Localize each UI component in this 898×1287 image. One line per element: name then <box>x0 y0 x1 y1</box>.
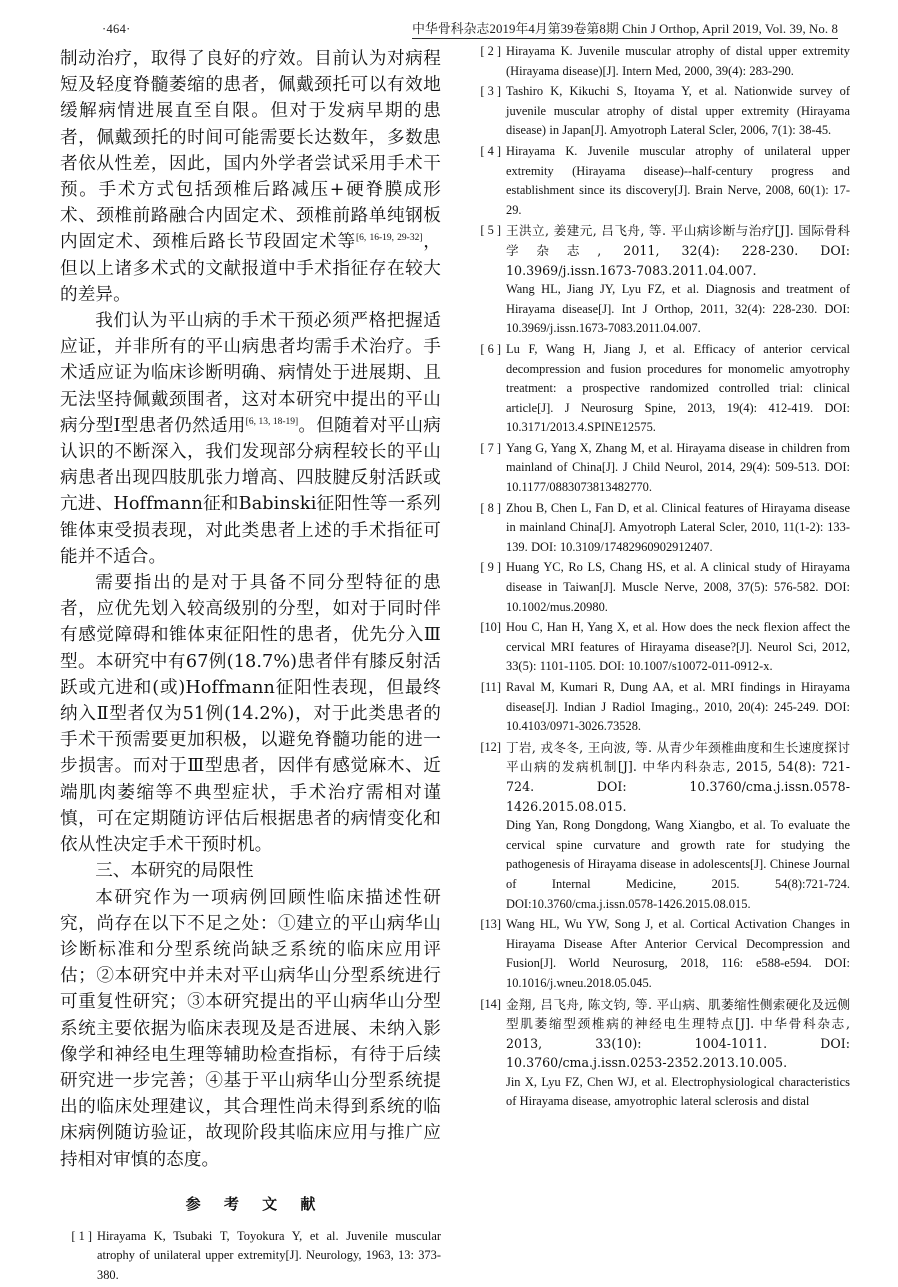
two-column-body <box>60 44 850 1287</box>
reference-body <box>97 1227 441 1286</box>
paragraph-1-text-after: ，但以上诸多术式的文献报道中手术指征存在较大的差异。 <box>60 232 441 305</box>
reference-number: [ 6 ] <box>480 341 501 356</box>
body-paragraph-3: 需要指出的是对于具备不同分型特征的患者，应优先划入较高级别的分型，如对于同时伴有感觉障碍和锥体束征阳性的患者，优先分入Ⅲ型。本研究中有67例(18.7%)患者伴有膝反射活跃或亢进和(或)Hoffmann征阳性表现，但最终纳入Ⅱ型者仅为51例(14.2%)，对于此类患者的手术干预需要更加积极，以避免脊髓功能的进一步损害。而对于Ⅲ型患者，因伴有感觉麻木、近端肌肉萎缩等不典型症状，手术治疗需相对谨慎，可在定期随访评估后根据患者的病情变化和依从性决定手术干预时机。 <box>60 573 441 856</box>
paragraph-1-text: 制动治疗，取得了良好的疗效。目前认为对病程短及轻度脊髓萎缩的患者，佩戴颈托可以有效地缓解病情进展直至自限。但对于发病早期的患者，佩戴颈托的时间可能需要长达数年，多数患者依从性差，因此，国内外学者尝试采用手术干预。手术方式包括颈椎后路减压+硬脊膜成形术、颈椎前路融合内固定术、颈椎前路单纯钢板内固定术、颈椎后路长节段固定术等 <box>60 49 441 253</box>
running-head <box>60 18 838 40</box>
reference-text: Hirayama K, Tsubaki T, Toyokura Y, et al. Juvenile muscular atrophy of unilateral upper extremity[J]. Neurology, 1963, 13: 373-380. <box>97 1228 441 1282</box>
reference-number: [ 5 ] <box>480 223 501 238</box>
reference-body <box>506 82 850 141</box>
reference-item <box>469 618 850 677</box>
reference-text-chinese: 王洪立, 姜建元, 吕飞舟, 等. 平山病诊断与治疗[J]. 国际骨科学杂志, 2011, 32(4): 228-230. DOI: 10.3969/j.issn.1673-7083.2011.04.007. <box>506 223 850 278</box>
journal-citation-line: 中华骨科杂志2019年4月第39卷第8期 Chin J Orthop, April 2019, Vol. 39, No. 8 <box>412 18 838 39</box>
page-number: ·464· <box>102 22 131 36</box>
reference-body <box>506 221 850 339</box>
reference-number: [10] <box>480 620 501 635</box>
reference-item <box>469 42 850 81</box>
reference-body <box>506 915 850 993</box>
reference-text: Lu F, Wang H, Jiang J, et al. Efficacy of anterior cervical decompression and fusion procedures for monomelic amyotrophy treatment: a prospective randomized controlled trial: clinical article[J]. J Neurosurg Spine, 2013, 19(4): 412-419. DOI: 10.3171/2013.4.SPINE12575. <box>506 341 850 435</box>
reference-item <box>469 678 850 737</box>
reference-item <box>469 82 850 141</box>
reference-item <box>469 915 850 993</box>
reference-number: [11] <box>480 680 501 694</box>
reference-text-chinese: 金翔, 吕飞舟, 陈文钧, 等. 平山病、肌萎缩性侧索硬化及远侧型肌萎缩型颈椎病的神经电生理特点[J]. 中华骨科杂志, 2013, 33(10): 1004-1011. DOI: 10.3760/cma.j.issn.0253-2352.2013.10.005. <box>506 996 850 1071</box>
reference-text-english: Wang HL, Jiang JY, Lyu FZ, et al. Diagnosis and treatment of Hirayama disease[J]. Int J Orthop, 2011, 32(4): 228-230. DOI: 10.3969/j.issn.1673-7083.2011.04.007. <box>506 282 850 336</box>
reference-item <box>469 439 850 498</box>
reference-body <box>506 340 850 438</box>
reference-text: Raval M, Kumari R, Dung AA, et al. MRI findings in Hirayama disease[J]. Indian J Radiol Imaging., 2010, 20(4): 245-249. DOI: 10.4103/0971-3026.73528. <box>506 680 850 734</box>
reference-number: [ 8 ] <box>480 500 501 515</box>
reference-item <box>469 558 850 617</box>
reference-body <box>506 42 850 81</box>
right-column <box>469 46 850 1113</box>
reference-body <box>506 142 850 220</box>
reference-number: [14] <box>480 996 501 1011</box>
reference-body <box>506 558 850 617</box>
reference-body <box>506 618 850 677</box>
reference-text: Yang G, Yang X, Zhang M, et al. Hirayama disease in children from mainland of China[J]. J Child Neurol, 2014, 29(4): 509-513. DOI: 10.1177/0883073813482770. <box>506 440 850 495</box>
reference-text-chinese: 丁岩, 戎冬冬, 王向波, 等. 从青少年颈椎曲度和生长速度探讨平山病的发病机制[J]. 中华内科杂志, 2015, 54(8): 721-724. DOI: 10.3760/cma.j.issn.0578-1426.2015.08.015. <box>506 739 850 814</box>
reference-number: [ 4 ] <box>480 143 501 158</box>
reference-item <box>469 340 850 438</box>
reference-text: Huang YC, Ro LS, Chang HS, et al. A clinical study of Hirayama disease in Taiwan[J]. Muscle Nerve, 2008, 37(5): 576-582. DOI: 10.1002/mus.20980. <box>506 560 850 614</box>
reference-item <box>469 221 850 339</box>
reference-body <box>506 738 850 914</box>
citation-marker: [6, 16-19, 29-32] <box>355 233 423 244</box>
reference-text-english: Jin X, Lyu FZ, Chen WJ, et al. Electrophysiological characteristics of Hirayama disease, amyotrophic lateral sclerosis and distal <box>506 1074 850 1109</box>
left-column <box>60 46 441 1287</box>
reference-body <box>506 678 850 737</box>
reference-number: [ 7 ] <box>480 440 501 455</box>
reference-text: Hirayama K. Juvenile muscular atrophy of unilateral upper extremity (Hirayama disease)--half-century progress and establishment since its discovery[J]. Brain Nerve, 2008, 60(1): 17-29. <box>506 143 850 217</box>
reference-body <box>506 995 850 1113</box>
reference-text: Tashiro K, Kikuchi S, Itoyama Y, et al. Nationwide survey of juvenile muscular atrophy of distal upper extremity (Hirayama disease) in Japan[J]. Amyotroph Lateral Scler, 2006, 7(1): 38-45. <box>506 84 850 138</box>
limitations-paragraph: 本研究作为一项病例回顾性临床描述性研究，尚存在以下不足之处：①建立的平山病华山诊断标准和分型系统尚缺乏系统的临床应用评估；②本研究中并未对平山病华山分型系统进行可重复性研究；③本研究提出的平山病华山分型系统主要依据为临床表现及是否进展、未纳入影像学和神经电生理等辅助检查指标，有待于后续研究进一步完善；④基于平山病华山分型系统提出的临床处理建议，其合理性尚未得到系统的临床病例随访验证，故现阶段其临床应用与推广应持相对审慎的态度。 <box>60 887 441 1170</box>
reference-item <box>469 995 850 1113</box>
reference-text: Hou C, Han H, Yang X, et al. How does the neck flexion affect the cervical MRI features of Hirayama disease?[J]. Neurol Sci, 2012, 33(5): 1101-1105. DOI: 10.1007/s10072-011-0912-x. <box>506 620 850 674</box>
citation-marker: [6, 13, 18-19] <box>245 416 299 427</box>
reference-number: [ 3 ] <box>480 84 501 99</box>
reference-item <box>469 142 850 220</box>
reference-number: [ 1 ] <box>71 1228 92 1243</box>
paragraph-2-text: 我们认为平山病的手术干预必须严格把握适应证，并非所有的平山病患者均需手术治疗。手术适应证为临床诊断明确、病情处于进展期、且无法坚持佩戴颈围者，这对本研究中提出的平山病分型Ⅰ型患者仍然适用 <box>60 311 441 436</box>
reference-text: Hirayama K. Juvenile muscular atrophy of distal upper extremity (Hirayama disease)[J]. Intern Med, 2000, 39(4): 283-290. <box>506 44 850 78</box>
reference-text: Wang HL, Wu YW, Song J, et al. Cortical Activation Changes in Hirayama Disease After Anterior Cervical Decompression and Fusion[J]. World Neurosurg, 2018, 116: e588-e594. DOI: 10.1016/j.wneu.2018.05.045. <box>506 917 850 990</box>
body-paragraph-2 <box>60 308 441 570</box>
reference-number: [12] <box>480 739 501 754</box>
reference-number: [ 2 ] <box>480 44 501 58</box>
reference-number: [13] <box>480 917 501 932</box>
body-paragraph-1 <box>60 46 441 308</box>
reference-item <box>469 499 850 558</box>
reference-list-left <box>60 1227 441 1286</box>
references-heading: 参 考 文 献 <box>185 1194 325 1213</box>
reference-body <box>506 499 850 558</box>
reference-list-right <box>469 42 850 1112</box>
paragraph-2-text-after: 。但随着对平山病认识的不断深入，我们发现部分病程较长的平山病患者出现四肢肌张力增高、四肢腱反射活跃或亢进、Hoffmann征和Babinski征阳性等一系列锥体束受损表现，对此类患者上述的手术指征可能并不适合。 <box>60 415 441 567</box>
reference-item <box>469 738 850 914</box>
reference-number: [ 9 ] <box>480 560 501 575</box>
section-heading-limitations: 三、本研究的局限性 <box>95 861 254 882</box>
reference-body <box>506 439 850 498</box>
reference-item <box>60 1227 441 1286</box>
reference-text: Zhou B, Chen L, Fan D, et al. Clinical features of Hirayama disease in mainland China[J]. Amyotroph Lateral Scler, 2010, 11(1-2): 133-139. DOI: 10.3109/17482960902912407. <box>506 500 850 554</box>
reference-text-english: Ding Yan, Rong Dongdong, Wang Xiangbo, et al. To evaluate the cervical spine curvature and growth rate for studying the pathogenesis of Hirayama disease in adolescents[J]. Chinese Journal of Internal Medicine, 2015. 54(8):721-724. DOI:10.3760/cma.j.issn.0578-1426.2015.08.015. <box>506 818 850 911</box>
